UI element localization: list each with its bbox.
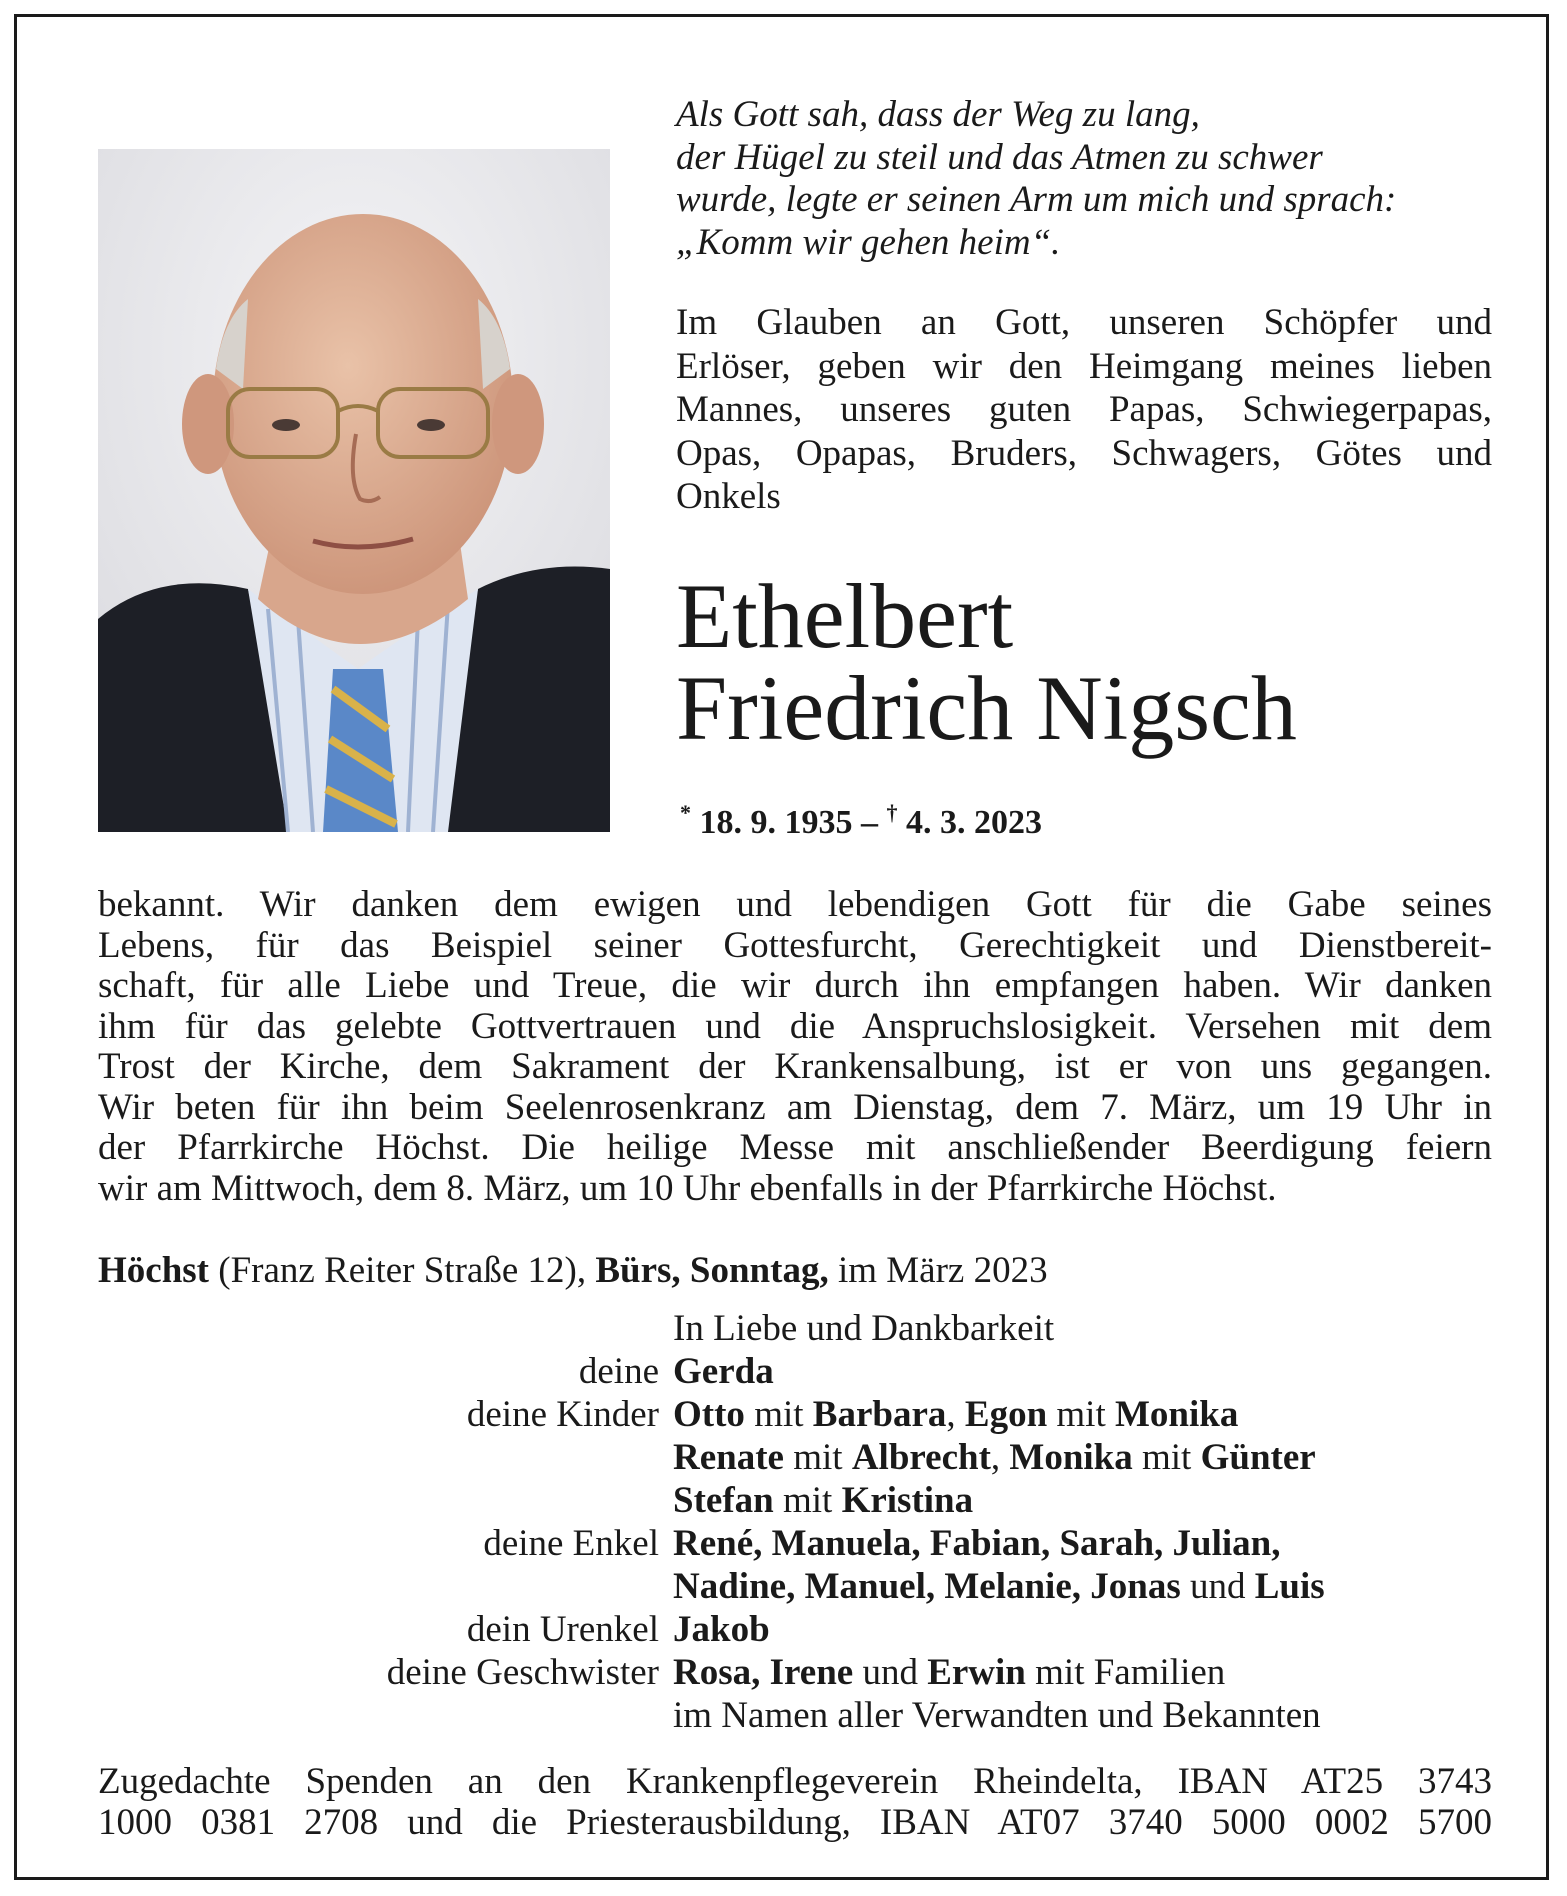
child-name: Monika [1009, 1437, 1133, 1478]
relatives-row [0, 1694, 1567, 1737]
donation-note [98, 1761, 1492, 1843]
sibling-last: Erwin [927, 1652, 1026, 1693]
intro-line: Opas, Opapas, Bruders, Schwagers, Götes und [676, 432, 1492, 474]
siblings-label: deine Geschwister [386, 1652, 659, 1693]
body-line: ihm für das gelebte Gottvertrauen und die Anspruchslosigkeit. Versehen mit dem [98, 1005, 1492, 1047]
place-and-date [98, 1249, 1048, 1292]
body-text [98, 885, 1492, 1209]
children-label: deine Kinder [466, 1394, 659, 1435]
mit-word: mit [1142, 1437, 1192, 1478]
child-name: Egon [964, 1394, 1048, 1435]
child-name: Otto [673, 1394, 745, 1435]
body-line: Wir beten für ihn beim Seelenrosenkranz am Dienstag, dem 7. März, um 19 Uhr in [98, 1086, 1492, 1128]
grandchildren-row [0, 1565, 1567, 1608]
wife-row [0, 1350, 1567, 1393]
grandchildren-row [0, 1522, 1567, 1565]
grandchildren-label: deine Enkel [483, 1523, 659, 1564]
children-row: deine Kinder Otto mit Barbara, Egon mit Monika [0, 1393, 1567, 1436]
child-name: Stefan [673, 1480, 774, 1521]
poem-line: Als Gott sah, dass der Weg zu lang, [676, 94, 1200, 135]
closing-text: In Liebe und Dankbarkeit [673, 1308, 1055, 1349]
child-name: Renate [673, 1437, 784, 1478]
spouse-name: Monika [1115, 1394, 1239, 1435]
intro-text [676, 301, 1492, 519]
und-word: und [1190, 1566, 1246, 1607]
greatgrandchild-row [0, 1608, 1567, 1651]
donation-line: 1000 0381 2708 und die Priesterausbildung, IBAN AT07 3740 5000 0002 5700 [98, 1802, 1492, 1843]
intro-line: Onkels [676, 476, 781, 517]
birth-symbol: * [680, 800, 691, 825]
intro-line: Mannes, unseres guten Papas, Schwiegerpapas, [676, 389, 1492, 430]
spouse-name: Barbara [812, 1394, 947, 1435]
siblings-suffix: mit Familien [1035, 1652, 1226, 1693]
spouse-name: Kristina [841, 1480, 974, 1521]
body-line: schaft, für alle Liebe und Treue, die wir durch ihn empfangen haben. Wir danken [98, 965, 1492, 1006]
siblings-row [0, 1651, 1567, 1694]
portrait-photo [98, 149, 610, 832]
poem-line: „Komm wir gehen heim“. [676, 221, 1061, 263]
town-buers: Bürs, Sonntag, [595, 1250, 829, 1291]
wife-label: deine [578, 1351, 659, 1392]
intro-line: Erlöser, geben wir den Heimgang meines lieben [676, 345, 1492, 387]
family-signoff [0, 1307, 1567, 1737]
poem [676, 94, 1496, 264]
greatgrandchild-label: dein Urenkel [466, 1609, 659, 1650]
spouse-name: Albrecht [851, 1437, 991, 1478]
body-line: Trost der Kirche, dem Sakrament der Krankensalbung, ist er von uns gegangen. [98, 1046, 1492, 1087]
grandchildren-names: René, Manuela, Fabian, Sarah, Julian, [673, 1523, 1281, 1564]
town-hoechst: Höchst [98, 1250, 209, 1291]
children-row [0, 1479, 1567, 1522]
body-line: Lebens, für das Beispiel seiner Gottesfurcht, Gerechtigkeit und Dienstbereit- [98, 924, 1492, 966]
address: (Franz Reiter Straße 12), [209, 1250, 596, 1291]
portrait-photo-icon [98, 149, 610, 832]
full-name: Friedrich Nigsch [676, 657, 1297, 759]
relatives-text: im Namen aller Verwandten und Bekannten [673, 1695, 1321, 1736]
poem-line: wurde, legte er seinen Arm um mich und sprach: [676, 179, 1397, 220]
first-name: Ethelbert [676, 565, 1014, 667]
body-line: der Pfarrkirche Höchst. Die heilige Messe mit anschließender Beerdigung feiern [98, 1127, 1492, 1168]
intro-line: Im Glauben an Gott, unseren Schöpfer und [676, 302, 1492, 343]
date-text: im März 2023 [828, 1250, 1048, 1291]
deceased-name [676, 565, 1297, 759]
life-dates [680, 800, 1042, 842]
body-line: wir am Mittwoch, dem 8. März, um 10 Uhr ebenfalls in der Pfarrkirche Höchst. [98, 1167, 1277, 1209]
grandchild-last: Luis [1254, 1566, 1325, 1607]
mit-word: mit [754, 1394, 804, 1435]
mit-word: mit [1056, 1394, 1106, 1435]
body-line: bekannt. Wir danken dem ewigen und lebendigen Gott für die Gabe seines [98, 884, 1492, 925]
date-separator: – [852, 804, 887, 841]
mit-word: mit [793, 1437, 843, 1478]
donation-line: Zugedachte Spenden an den Krankenpflegeverein Rheindelta, IBAN AT25 3743 [98, 1761, 1492, 1802]
poem-line: der Hügel zu steil und das Atmen zu schwer [676, 136, 1323, 178]
children-row: Renate mit Albrecht, Monika mit Günter [673, 1437, 1316, 1478]
siblings-names: Rosa, Irene [673, 1652, 854, 1693]
death-symbol: † [886, 800, 898, 825]
spouse-name: Günter [1200, 1437, 1316, 1478]
birth-date: 18. 9. 1935 [699, 804, 853, 841]
death-date: 4. 3. 2023 [906, 804, 1042, 841]
wife-name: Gerda [673, 1351, 774, 1392]
greatgrandchild-name: Jakob [673, 1609, 770, 1650]
closing-row [0, 1307, 1567, 1350]
und-word: und [862, 1652, 918, 1693]
grandchildren-names: Nadine, Manuel, Melanie, Jonas [673, 1566, 1181, 1607]
mit-word: mit [782, 1480, 833, 1521]
